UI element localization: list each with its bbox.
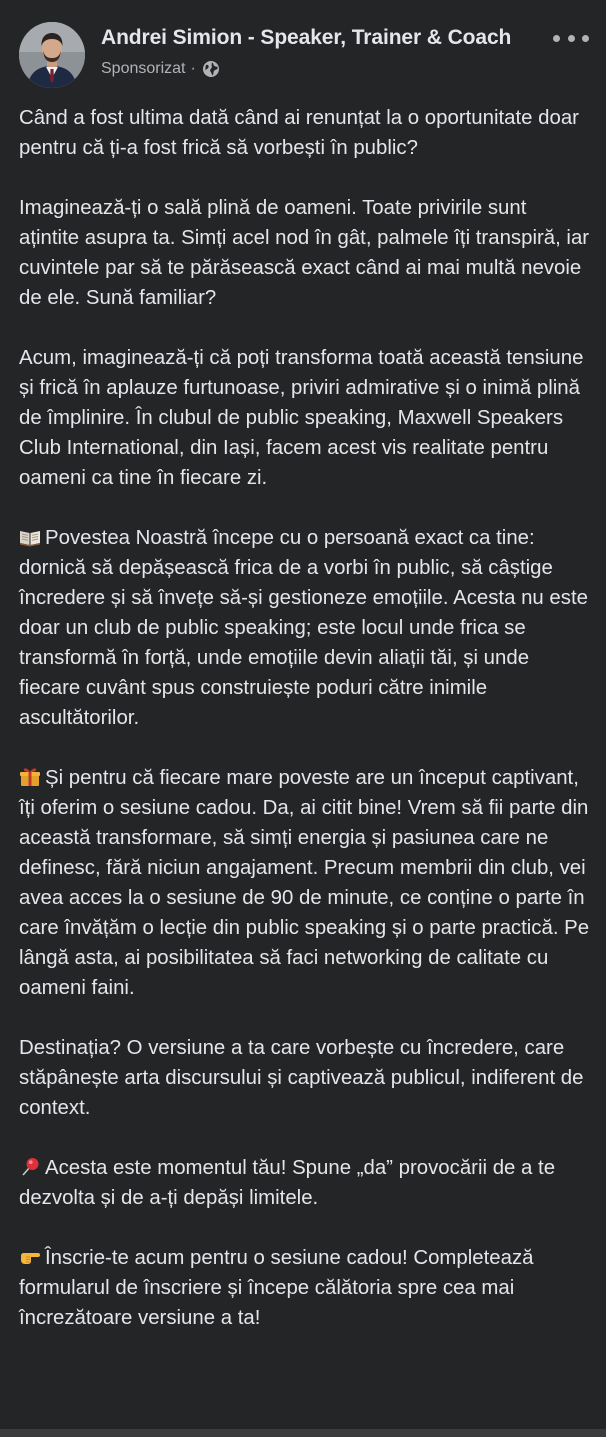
profile-photo-icon — [19, 22, 85, 88]
more-options-dot — [568, 35, 575, 42]
paragraph-8-text: Înscrie-te acum pentru o sesiune cadou! Completează formularul de înscriere și începe călătoria spre cea mai încrezătoare versiune a ta! — [19, 1247, 534, 1329]
paragraph-7-text: Acesta este momentul tău! Spune „da” provocării de a te dezvolta și de a-ți depăși limitele. — [19, 1157, 556, 1209]
more-options-dot — [582, 35, 589, 42]
author-name[interactable]: Andrei Simion - Speaker, Trainer & Coach — [101, 26, 512, 49]
post-header — [19, 22, 589, 92]
post-bottom-divider — [0, 1429, 606, 1437]
paragraph-1: Când a fost ultima dată când ai renunțat la o oportunitate doar pentru că ți-a fost frică să vorbești în public? — [19, 107, 579, 159]
more-options-dot — [553, 35, 560, 42]
paragraph-4 — [19, 523, 591, 733]
paragraph-8 — [19, 1243, 591, 1333]
paragraph-4-text: Povestea Noastră începe cu o persoană exact ca tine: dornică să depășească frica de a vorbi în public, să câștige încredere și să învețe să-și gestioneze emoțiile. Acesta nu este doar un club de public speaking; este locul unde frica se transformă în forță, unde emoțiile devin aliații tăi, și unde fiecare cuvânt spus construiește poduri către inimile ascultătorilor. — [19, 527, 588, 729]
paragraph-5 — [19, 763, 591, 1003]
paragraph-5-text: Și pentru că fiecare mare poveste are un început captivant, îți oferim o sesiune cadou. Da, ai citit bine! Vrem să fii parte din această transformare, să simți energia și pasiunea care ne definesc, fără niciun angajament. Precum membrii din club, vei avea acces la o sesiune de 90 de minute, ce conține o parte în care învățăm o lecție din public speaking și o parte practică. Pe lângă asta, ai posibilitatea să faci networking de calitate cu oameni faini. — [19, 767, 590, 999]
open-book-icon — [19, 527, 41, 547]
pointing-hand-icon — [19, 1247, 41, 1267]
more-options-button[interactable] — [553, 28, 589, 48]
sponsored-label[interactable]: Sponsorizat — [101, 60, 186, 77]
gift-icon — [19, 767, 41, 787]
pushpin-icon — [19, 1157, 41, 1177]
post-meta — [101, 60, 220, 78]
paragraph-2: Imaginează-ți o sală plină de oameni. Toate privirile sunt ațintite asupra ta. Simți acel nod în gât, palmele îți transpiră, iar cuvintele par să te părăsească exact când ai mai multă nevoie de ele. Sună familiar? — [19, 197, 590, 309]
paragraph-3: Acum, imaginează-ți că poți transforma toată această tensiune și frică în aplauze furtunoase, priviri admirative și o inimă plină de împlinire. În clubul de public speaking, Maxwell Speakers Club International, din Iași, facem acest vis realitate pentru oameni ca tine în fiecare zi. — [19, 347, 584, 489]
meta-separator: · — [190, 60, 196, 77]
author-avatar[interactable] — [19, 22, 85, 88]
globe-icon[interactable] — [202, 60, 220, 78]
post-text — [19, 103, 591, 1333]
paragraph-7 — [19, 1153, 591, 1213]
paragraph-6: Destinația? O versiune a ta care vorbește cu încredere, care stăpânește arta discursului și captivează publicul, indiferent de context. — [19, 1037, 584, 1119]
